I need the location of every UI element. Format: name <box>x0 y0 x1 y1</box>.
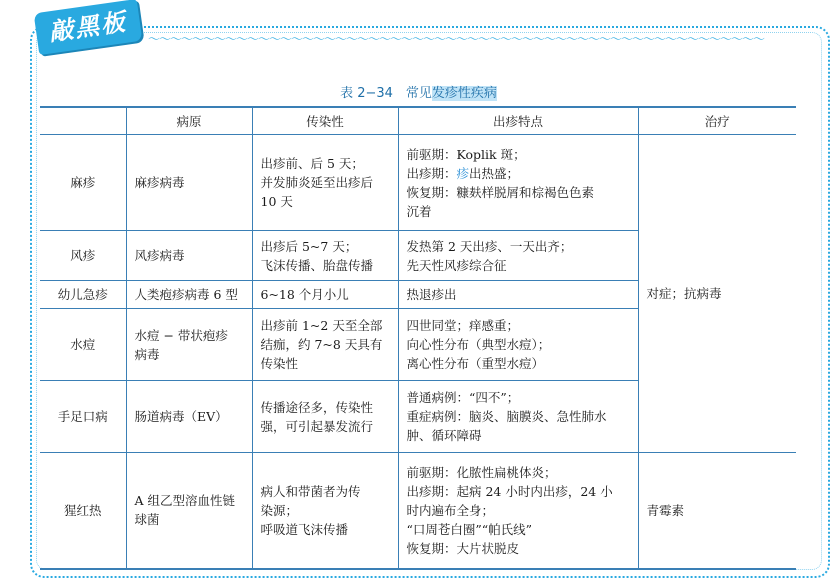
pathogen-cell <box>126 381 252 453</box>
rash-cell <box>398 135 638 231</box>
rash-line: 出疹期：起病 24 小时内出疹，24 小 <box>406 483 613 499</box>
rash-cell <box>398 309 638 381</box>
disease-cell: 水痘 <box>40 309 126 381</box>
infectivity-line: 出疹后 5~7 天； <box>260 238 358 254</box>
infectivity-line: 呼吸道飞沫传播 <box>260 521 349 537</box>
pathogen-line: A 组乙型溶血性链 <box>134 493 236 509</box>
badge-text: 敲黑板 <box>47 7 129 47</box>
infectivity-line: 飞沫传播、胎盘传播 <box>260 257 374 273</box>
disease-cell: 手足口病 <box>40 381 126 453</box>
header-rash: 出疹特点 <box>398 107 638 135</box>
rash-line: 重症病例：脑炎、脑膜炎、急性肺水 <box>406 409 607 424</box>
header-pathogen: 病原 <box>126 107 252 135</box>
infectivity-line: 10 天 <box>260 194 293 209</box>
treatment-cell-shared: 对症；抗病毒 <box>638 135 796 453</box>
pathogen-line: 肠道病毒（EV） <box>134 409 228 424</box>
rash-cell <box>398 453 638 569</box>
header-treatment: 治疗 <box>638 107 796 135</box>
rash-line: 热退疹出 <box>406 287 457 302</box>
infectivity-line: 结痂，约 7~8 天具有 <box>260 337 383 352</box>
rash-line: 恢复期：大片状脱皮 <box>406 540 520 556</box>
pathogen-cell <box>126 453 252 569</box>
rash-cell <box>398 231 638 281</box>
pathogen-cell <box>126 309 252 381</box>
infectivity-line: 并发肺炎延至出疹后 <box>260 175 374 190</box>
disease-cell: 猩红热 <box>40 453 126 569</box>
infectivity-cell <box>252 231 398 281</box>
rash-line: 沉着 <box>406 203 432 219</box>
rash-disease-table <box>40 106 796 570</box>
pathogen-line: 麻疹病毒 <box>134 175 185 190</box>
infectivity-line: 6~18 个月小儿 <box>260 287 349 302</box>
header-infectivity: 传染性 <box>252 107 398 135</box>
table-title-highlight: 发疹性疾病 <box>431 86 497 101</box>
infectivity-cell <box>252 309 398 381</box>
disease-cell: 麻疹 <box>40 135 126 231</box>
infectivity-line: 出疹前 1~2 天至全部 <box>260 318 383 333</box>
infectivity-cell <box>252 281 398 309</box>
table-title <box>0 82 837 101</box>
infectivity-line: 传染性 <box>260 356 299 371</box>
pathogen-cell <box>126 135 252 231</box>
pathogen-cell <box>126 281 252 309</box>
infectivity-cell <box>252 453 398 569</box>
pathogen-line: 人类疱疹病毒 6 型 <box>134 287 238 302</box>
infectivity-cell <box>252 381 398 453</box>
rash-line: 先天性风疹综合征 <box>406 257 507 273</box>
rash-line: “口周苍白圈”“帕氏线” <box>406 521 533 537</box>
infectivity-line: 病人和带菌者为传 <box>260 483 361 499</box>
infectivity-line: 出疹前、后 5 天； <box>260 156 364 171</box>
disease-cell: 幼儿急疹 <box>40 281 126 309</box>
rash-cell <box>398 381 638 453</box>
pathogen-line: 水痘 − 带状疱疹 <box>134 327 228 343</box>
pathogen-line: 球菌 <box>134 512 160 528</box>
rash-line: 离心性分布（重型水痘） <box>406 356 545 371</box>
rash-line: 恢复期：糠麸样脱屑和棕褐色色素 <box>406 184 595 200</box>
treatment-cell-scarlet: 青霉素 <box>638 453 796 569</box>
rash-line: 时内遍布全身； <box>406 502 495 518</box>
rash-line: 向心性分布（典型水痘）； <box>406 337 551 352</box>
infectivity-line: 强，可引起暴发流行 <box>260 418 374 434</box>
rash-line <box>407 164 630 183</box>
rash-line: 肿、循环障碍 <box>406 428 482 443</box>
infectivity-line: 染源； <box>260 502 299 518</box>
rash-cell <box>398 281 638 309</box>
rash-highlight: 疹 <box>456 165 470 181</box>
header-disease <box>40 107 126 135</box>
rash-text: 出疹期： <box>406 165 457 181</box>
table-header-row <box>40 107 796 135</box>
rash-line: 普通病例：“四不”； <box>406 390 520 405</box>
infectivity-cell <box>252 135 398 231</box>
pathogen-line: 病毒 <box>134 346 160 362</box>
table-row <box>40 453 796 569</box>
rash-line: 前驱期：化脓性扁桃体炎； <box>406 464 557 480</box>
table-row <box>40 135 796 231</box>
rash-line: 发热第 2 天出疹、一天出齐； <box>406 238 573 254</box>
pathogen-cell <box>126 231 252 281</box>
rash-text: 出热盛； <box>469 165 520 181</box>
infectivity-line: 传播途径多，传染性 <box>260 399 374 415</box>
table-title-prefix: 表 2−34 常见 <box>340 86 432 101</box>
pathogen-line: 风疹病毒 <box>134 248 185 263</box>
rash-line: 四世同堂；痒感重； <box>406 318 520 333</box>
wave-decoration: 〜〜〜〜〜〜〜〜〜〜〜〜〜〜〜〜〜〜〜〜〜〜〜〜〜〜〜〜〜〜〜〜〜〜〜〜〜〜〜〜〜〜〜〜〜〜〜〜〜〜〜〜〜〜〜〜 <box>148 32 765 44</box>
rash-line: 前驱期：Koplik 斑； <box>406 146 526 162</box>
disease-cell: 风疹 <box>40 231 126 281</box>
